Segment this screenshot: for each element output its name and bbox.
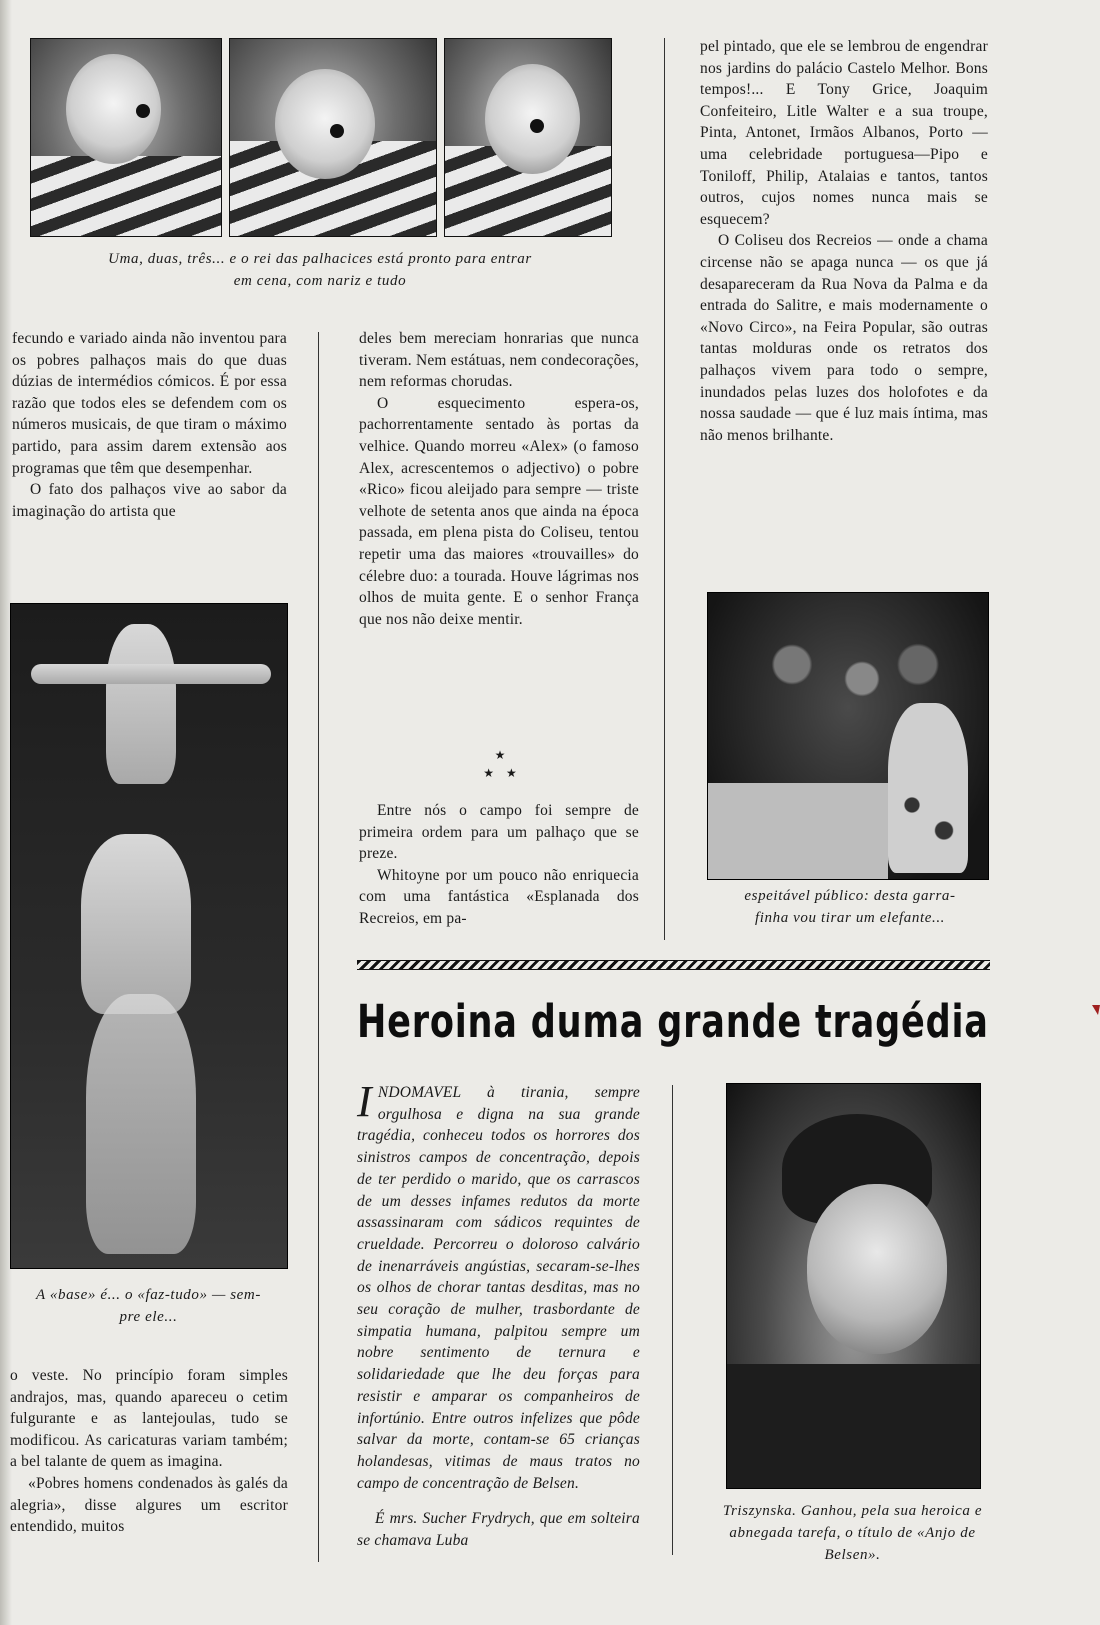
paragraph: pel pintado, que ele se lembrou de engendrar nos jardins do palácio Castelo Melhor. Bons tempos!... E Tony Grice, Joaquim Confeiteiro, Litle Walter e a sua troupe, Pinta, Antonet, Irmãos Albanos, Porto — uma celebridade portuguesa—Pipo e Toniloff, Philip, Atalaias e tantos, tantos outros, cujos nomes nunca mais se esquecem?: [700, 38, 988, 228]
column-divider-3: [672, 1085, 673, 1555]
article-paragraph-last: É mrs. Sucher Frydrych, que em solteira se chamava Luba: [357, 1510, 640, 1550]
section-stars: [450, 746, 550, 782]
clown-photo-2: [229, 38, 437, 237]
column-3: [700, 36, 988, 446]
top-photo-caption: [20, 248, 620, 292]
article-headline: Heroina duma grande tragédia: [357, 995, 989, 1048]
acro-caption-line-2: pre ele...: [119, 1309, 178, 1325]
drop-cap: I: [357, 1077, 372, 1126]
clown-photo-3: [444, 38, 612, 237]
paragraph: deles bem mereciam honrarias que nunca tiveram. Nem estátuas, nem condecorações, nem reformas chorudas.: [359, 330, 639, 391]
audience-caption-line-1: espeitável público: desta garra-: [744, 888, 956, 904]
acrobats-photo: [10, 603, 288, 1269]
paragraph: O Coliseu dos Recreios — onde a chama circense não se apaga nunca — os que já desapareceram da Rua Nova da Palma e da entrada do Salitre, e mais modernamente o «Novo Circo», na Feira Popular, são outras tantas molduras onde os retratos dos palhaços vivem para todo o sempre, inundados pelas luzes dos holofotes e da nossa saudade — que é luz mais íntima, mas não menos brilhante.: [700, 232, 988, 444]
star-bottom: ★ ★: [483, 766, 517, 780]
column-1-bottom: [10, 1365, 288, 1538]
paragraph: Entre nós o campo foi sempre de primeira ordem para um palhaço que se preze.: [359, 802, 639, 863]
column-divider-2: [664, 38, 665, 940]
article-paragraph: [357, 1077, 640, 1494]
margin-mark: [1092, 1005, 1100, 1015]
audience-caption-line-2: finha vou tirar um elefante...: [754, 910, 946, 926]
paragraph: Whitoyne por um pouco não enriquecia com uma fantástica «Esplanada dos Recreios, em pa-: [359, 866, 639, 927]
acro-caption-line-1: A «base» é... o «faz-tudo» — sem-: [36, 1287, 261, 1303]
star-top: ★: [494, 748, 506, 762]
paragraph: fecundo e variado ainda não inventou para os pobres palhaços mais do que duas dúzias de intermédios cómicos. É por essa razão que todos eles se defendem com os números musicais, de que tiram o máximo partido, para assim darem extensão aos programas que têm que desempenhar.: [12, 330, 287, 477]
article-text: NDOMAVEL à tirania, sempre orgulhosa e digna na sua grande tragédia, conheceu todos os horrores dos sinistros campos de concentração, depois de ter perdido o marido, que os carrascos de um desses infames redutos da morte assassinaram com sádicos requintes de crueldade. Percorreu o doloroso calvário de inenarráveis angústias, secaram-se-lhes os olhos de chorar tantas desditas, mas no seu coração de mulher, trasbordante de simpatia humana, palpitou sempre um nobre sentimento de ternura e solidariedade que lhe deu forças para resistir e amparar os companheiros de infortúnio. Entre outros infelizes que pôde salvar da morte, contam-se 65 crianças holandesas, vitimas de maus tratos no campo de concentração de Belsen.: [357, 1084, 640, 1492]
acrobats-caption: [6, 1284, 291, 1328]
column-2-continued: [359, 800, 639, 930]
paragraph: «Pobres homens condenados às galés da alegria», disse algures um escritor entendido, muitos: [10, 1474, 288, 1536]
top-caption-line-2: em cena, com nariz e tudo: [233, 273, 407, 289]
clown-photo-1: [30, 38, 222, 237]
clown-audience-photo: [707, 592, 989, 880]
article-body: [357, 1077, 640, 1552]
audience-photo-caption: [700, 885, 1000, 929]
paragraph: O fato dos palhaços vive ao sabor da imaginação do artista que: [12, 481, 287, 520]
top-caption-line-1: Uma, duas, três... e o rei das palhacices está pronto para entrar: [108, 251, 532, 267]
paragraph: o veste. No princípio foram simples andrajos, mas, quando apareceu o cetim fulgurante e as lantejoulas, tudo se modificou. As caricaturas variam também; a bel talante de quem as imagina.: [10, 1367, 288, 1471]
column-1-top: [12, 328, 287, 522]
portrait-caption: Triszynska. Ganhou, pela sua heroica e abnegada tarefa, o título de «Anjo de Belsen».: [722, 1503, 983, 1563]
portrait-photo: [726, 1083, 981, 1489]
paragraph: O esquecimento espera-os, pachorrentamente sentado às portas da velhice. Quando morreu «Alex» (o famoso Alex, acrescentemos o adjectivo) o pobre «Rico» ficou aleijado para sempre — triste velhote de setenta anos que ainda na época passada, em plena pista do Coliseu, tentou repetir uma das maiores «trouvailles» do célebre duo: a tourada. Houve lágrimas nos olhos de muita gente. E o senhor França que nos não deixe mentir.: [359, 394, 639, 628]
column-divider-1: [318, 332, 319, 1562]
column-2: [359, 328, 639, 630]
section-divider: [357, 960, 990, 970]
